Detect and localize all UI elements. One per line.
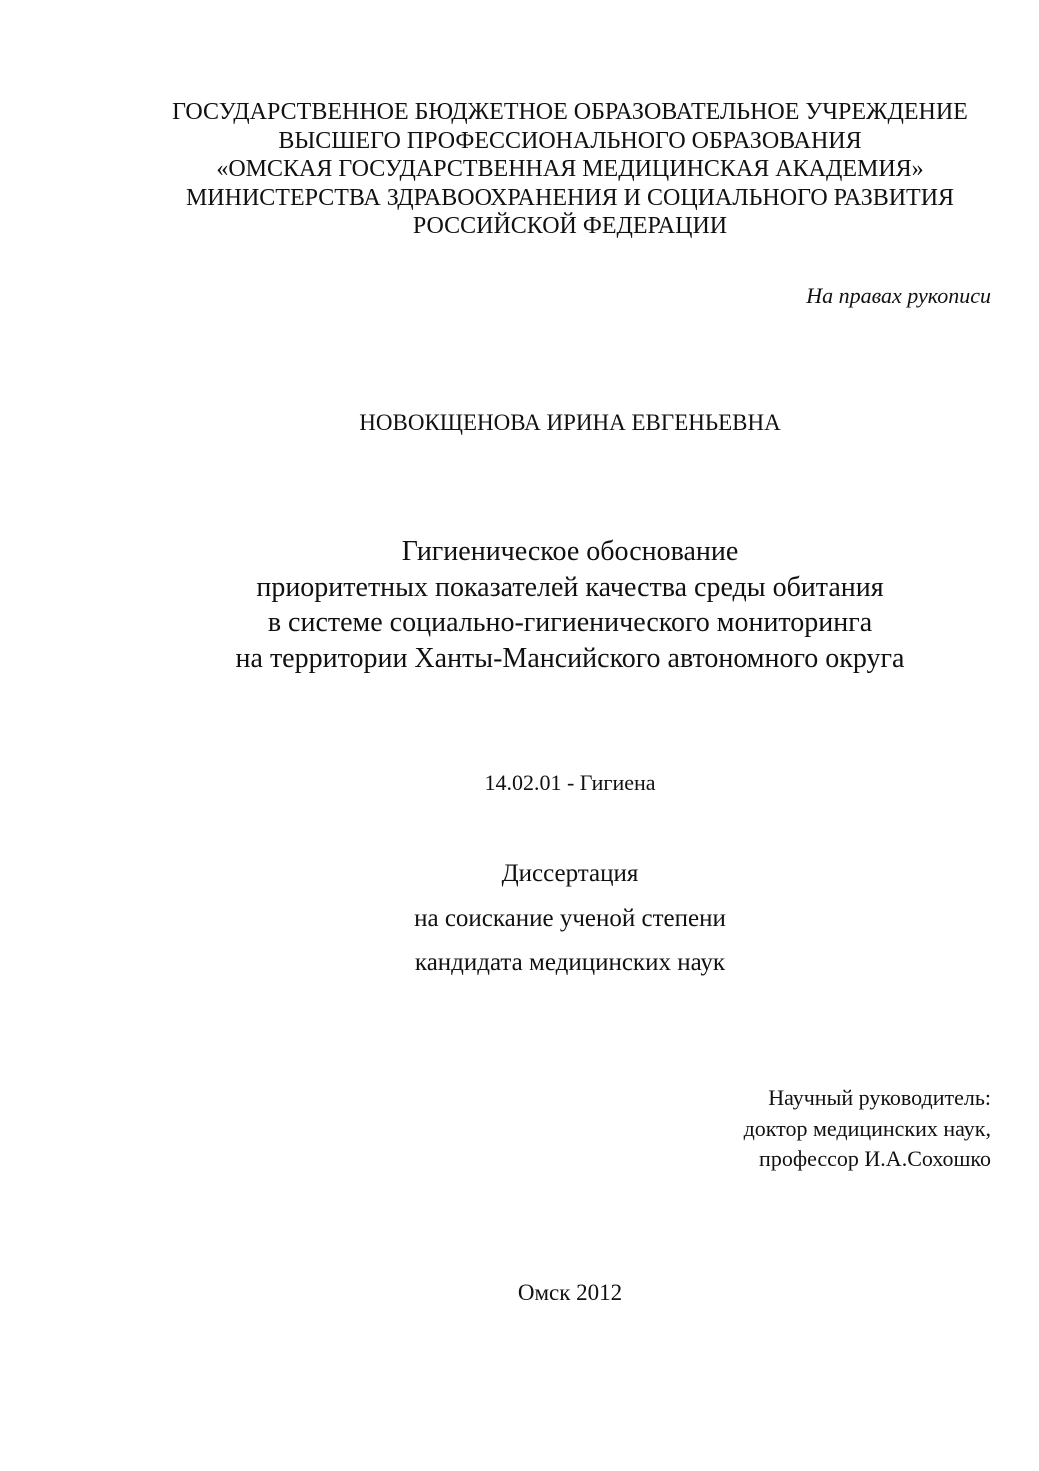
manuscript-note: На правах рукописи [806,283,991,308]
title-line: в системе социально-гигиенического мониторинга [267,607,873,638]
institution-line: ГОСУДАРСТВЕННОЕ БЮДЖЕТНОЕ ОБРАЗОВАТЕЛЬНОЕ УЧРЕЖДЕНИЕ [172,99,968,125]
title-line: на территории Ханты-Мансийского автономного округа [235,642,905,674]
institution-line: «ОМСКАЯ ГОСУДАРСТВЕННАЯ МЕДИЦИНСКАЯ АКАДЕМИЯ» [216,156,924,182]
supervisor-line: доктор медицинских наук, [743,1115,991,1141]
institution-header [50,98,1039,241]
institution-line: МИНИСТЕРСТВА ЗДРАВООХРАНЕНИЯ И СОЦИАЛЬНОГО РАЗВИТИЯ [185,184,955,211]
title-line: Гигиеническое обоснование [401,536,739,567]
institution-line: ВЫСШЕГО ПРОФЕССИОНАЛЬНОГО ОБРАЗОВАНИЯ [278,127,862,154]
degree-statement [50,852,1039,986]
title-line: приоритетных показателей качества среды обитания [256,571,884,603]
supervisor-block [744,1083,991,1175]
supervisor-line: Научный руководитель: [768,1085,991,1110]
author-name: НОВОКЩЕНОВА ИРИНА ЕВГЕНЬЕВНА [359,410,781,435]
degree-line: кандидата медицинских наук [414,949,726,976]
specialty-code: 14.02.01 - Гигиена [484,770,656,795]
degree-line: на соискание ученой степени [414,904,726,932]
city-year: Омск 2012 [517,1280,623,1305]
institution-line: РОССИЙСКОЙ ФЕДЕРАЦИИ [412,213,728,239]
dissertation-title [50,534,1039,676]
supervisor-line: профессор И.А.Сохошко [759,1146,991,1171]
degree-line: Диссертация [501,860,639,887]
